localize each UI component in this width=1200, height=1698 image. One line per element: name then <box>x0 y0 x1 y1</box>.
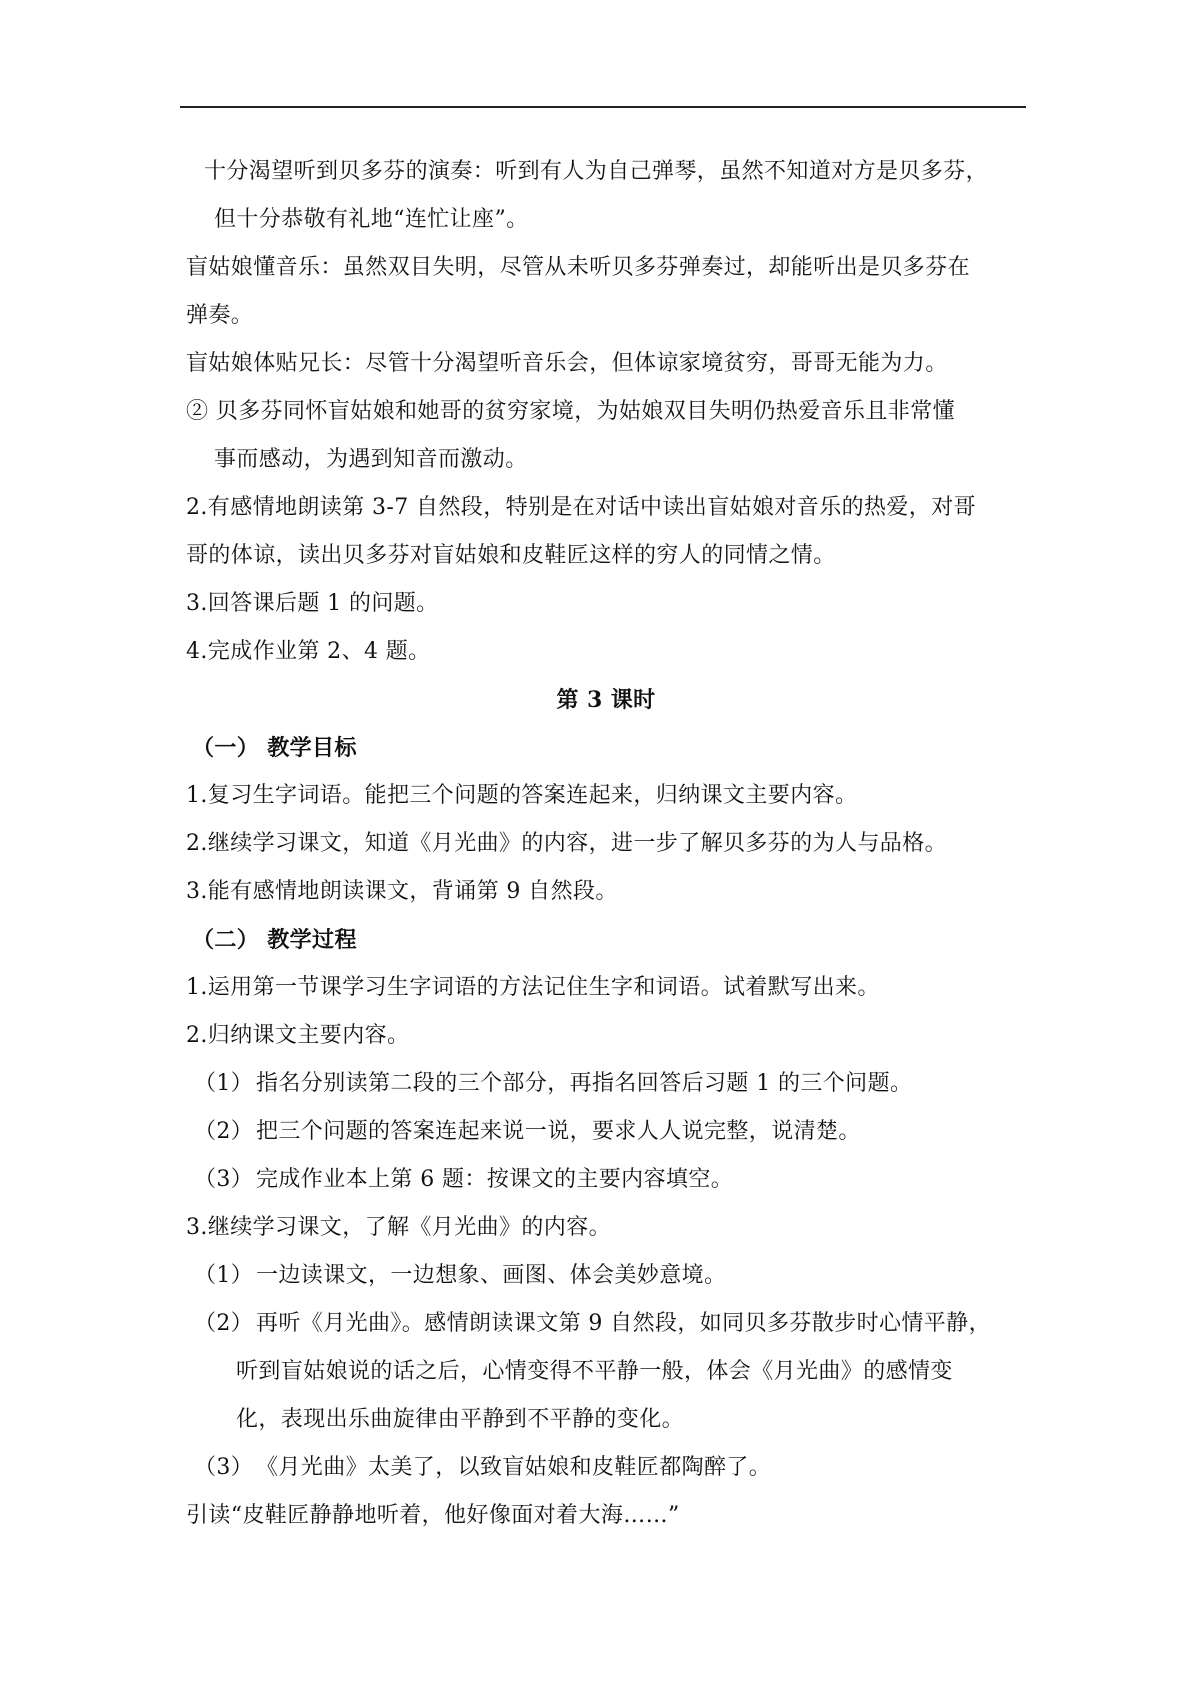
header-rule <box>180 106 1026 108</box>
text-line: 听到盲姑娘说的话之后，心情变得不平静一般，体会《月光曲》的感情变 <box>236 1359 953 1384</box>
lesson-title: 第 3 课时 <box>556 687 656 713</box>
sub-item-text: 完成作业本上第 6 题：按课文的主要内容填空。 <box>256 1167 734 1192</box>
text-line: 3.回答课后题 1 的问题。 <box>186 591 439 616</box>
sub-item-text: 一边读课文，一边想象、画图、体会美妙意境。 <box>256 1263 727 1288</box>
text-line: 盲姑娘体贴兄长：尽管十分渴望听音乐会，但体谅家境贫穷，哥哥无能为力。 <box>186 351 948 376</box>
sub-item-text: 指名分别读第二段的三个部分，再指名回答后习题 1 的三个问题。 <box>256 1071 913 1096</box>
text-line: ② 贝多芬同怀盲姑娘和她哥的贫穷家境，为姑娘双目失明仍热爱音乐且非常懂 <box>186 399 955 424</box>
sub-item <box>186 1108 1026 1156</box>
text-line: 2.归纳课文主要内容。 <box>186 1023 410 1048</box>
sub-item-number: （3） <box>194 1455 254 1480</box>
section-heading: （一） 教学目标 <box>192 735 357 761</box>
text-line: 3.能有感情地朗读课文，背诵第 9 自然段。 <box>186 879 618 904</box>
text-line: 4.完成作业第 2、4 题。 <box>186 639 431 664</box>
sub-item <box>186 1156 1026 1204</box>
sub-item <box>186 1300 1026 1348</box>
sub-item-text: 再听《月光曲》。感情朗读课文第 9 自然段，如同贝多芬散步时心情平静， <box>256 1311 991 1336</box>
section-heading: （二） 教学过程 <box>192 927 357 953</box>
sub-item-text: 《月光曲》太美了，以致盲姑娘和皮鞋匠都陶醉了。 <box>256 1455 772 1480</box>
text-line: 化，表现出乐曲旋律由平静到不平静的变化。 <box>236 1407 685 1432</box>
sub-item-number: （1） <box>194 1263 254 1288</box>
text-line: 2.继续学习课文，知道《月光曲》的内容，进一步了解贝多芬的为人与品格。 <box>186 831 947 856</box>
text-line: 3.继续学习课文，了解《月光曲》的内容。 <box>186 1215 611 1240</box>
sub-item <box>186 1252 1026 1300</box>
text-line: 盲姑娘懂音乐：虽然双目失明，尽管从未听贝多芬弹奏过，却能听出是贝多芬在 <box>186 255 971 280</box>
text-line: 但十分恭敬有礼地“连忙让座”。 <box>214 207 529 232</box>
sub-item-number: （1） <box>194 1071 254 1096</box>
text-line: 1.复习生字词语。能把三个问题的答案连起来，归纳课文主要内容。 <box>186 783 858 808</box>
text-line: 哥的体谅，读出贝多芬对盲姑娘和皮鞋匠这样的穷人的同情之情。 <box>186 543 836 568</box>
text-line: 事而感动，为遇到知音而激动。 <box>214 447 528 472</box>
sub-item-text: 把三个问题的答案连起来说一说，要求人人说完整，说清楚。 <box>256 1119 861 1144</box>
sub-item-number: （3） <box>194 1167 254 1192</box>
text-line: 2.有感情地朗读第 3-7 自然段，特别是在对话中读出盲姑娘对音乐的热爱，对哥 <box>186 495 977 520</box>
sub-item-number: （2） <box>194 1311 254 1336</box>
text-line: 引读“皮鞋匠静静地听着，他好像面对着大海……” <box>186 1503 680 1528</box>
sub-item <box>186 1444 1026 1492</box>
sub-item-number: （2） <box>194 1119 254 1144</box>
sub-item <box>186 1060 1026 1108</box>
text-line: 弹奏。 <box>186 303 254 328</box>
document-body <box>186 148 1026 1540</box>
text-line: 十分渴望听到贝多芬的演奏：听到有人为自己弹琴，虽然不知道对方是贝多芬， <box>204 159 989 184</box>
text-line: 1.运用第一节课学习生字词语的方法记住生字和词语。试着默写出来。 <box>186 975 880 1000</box>
